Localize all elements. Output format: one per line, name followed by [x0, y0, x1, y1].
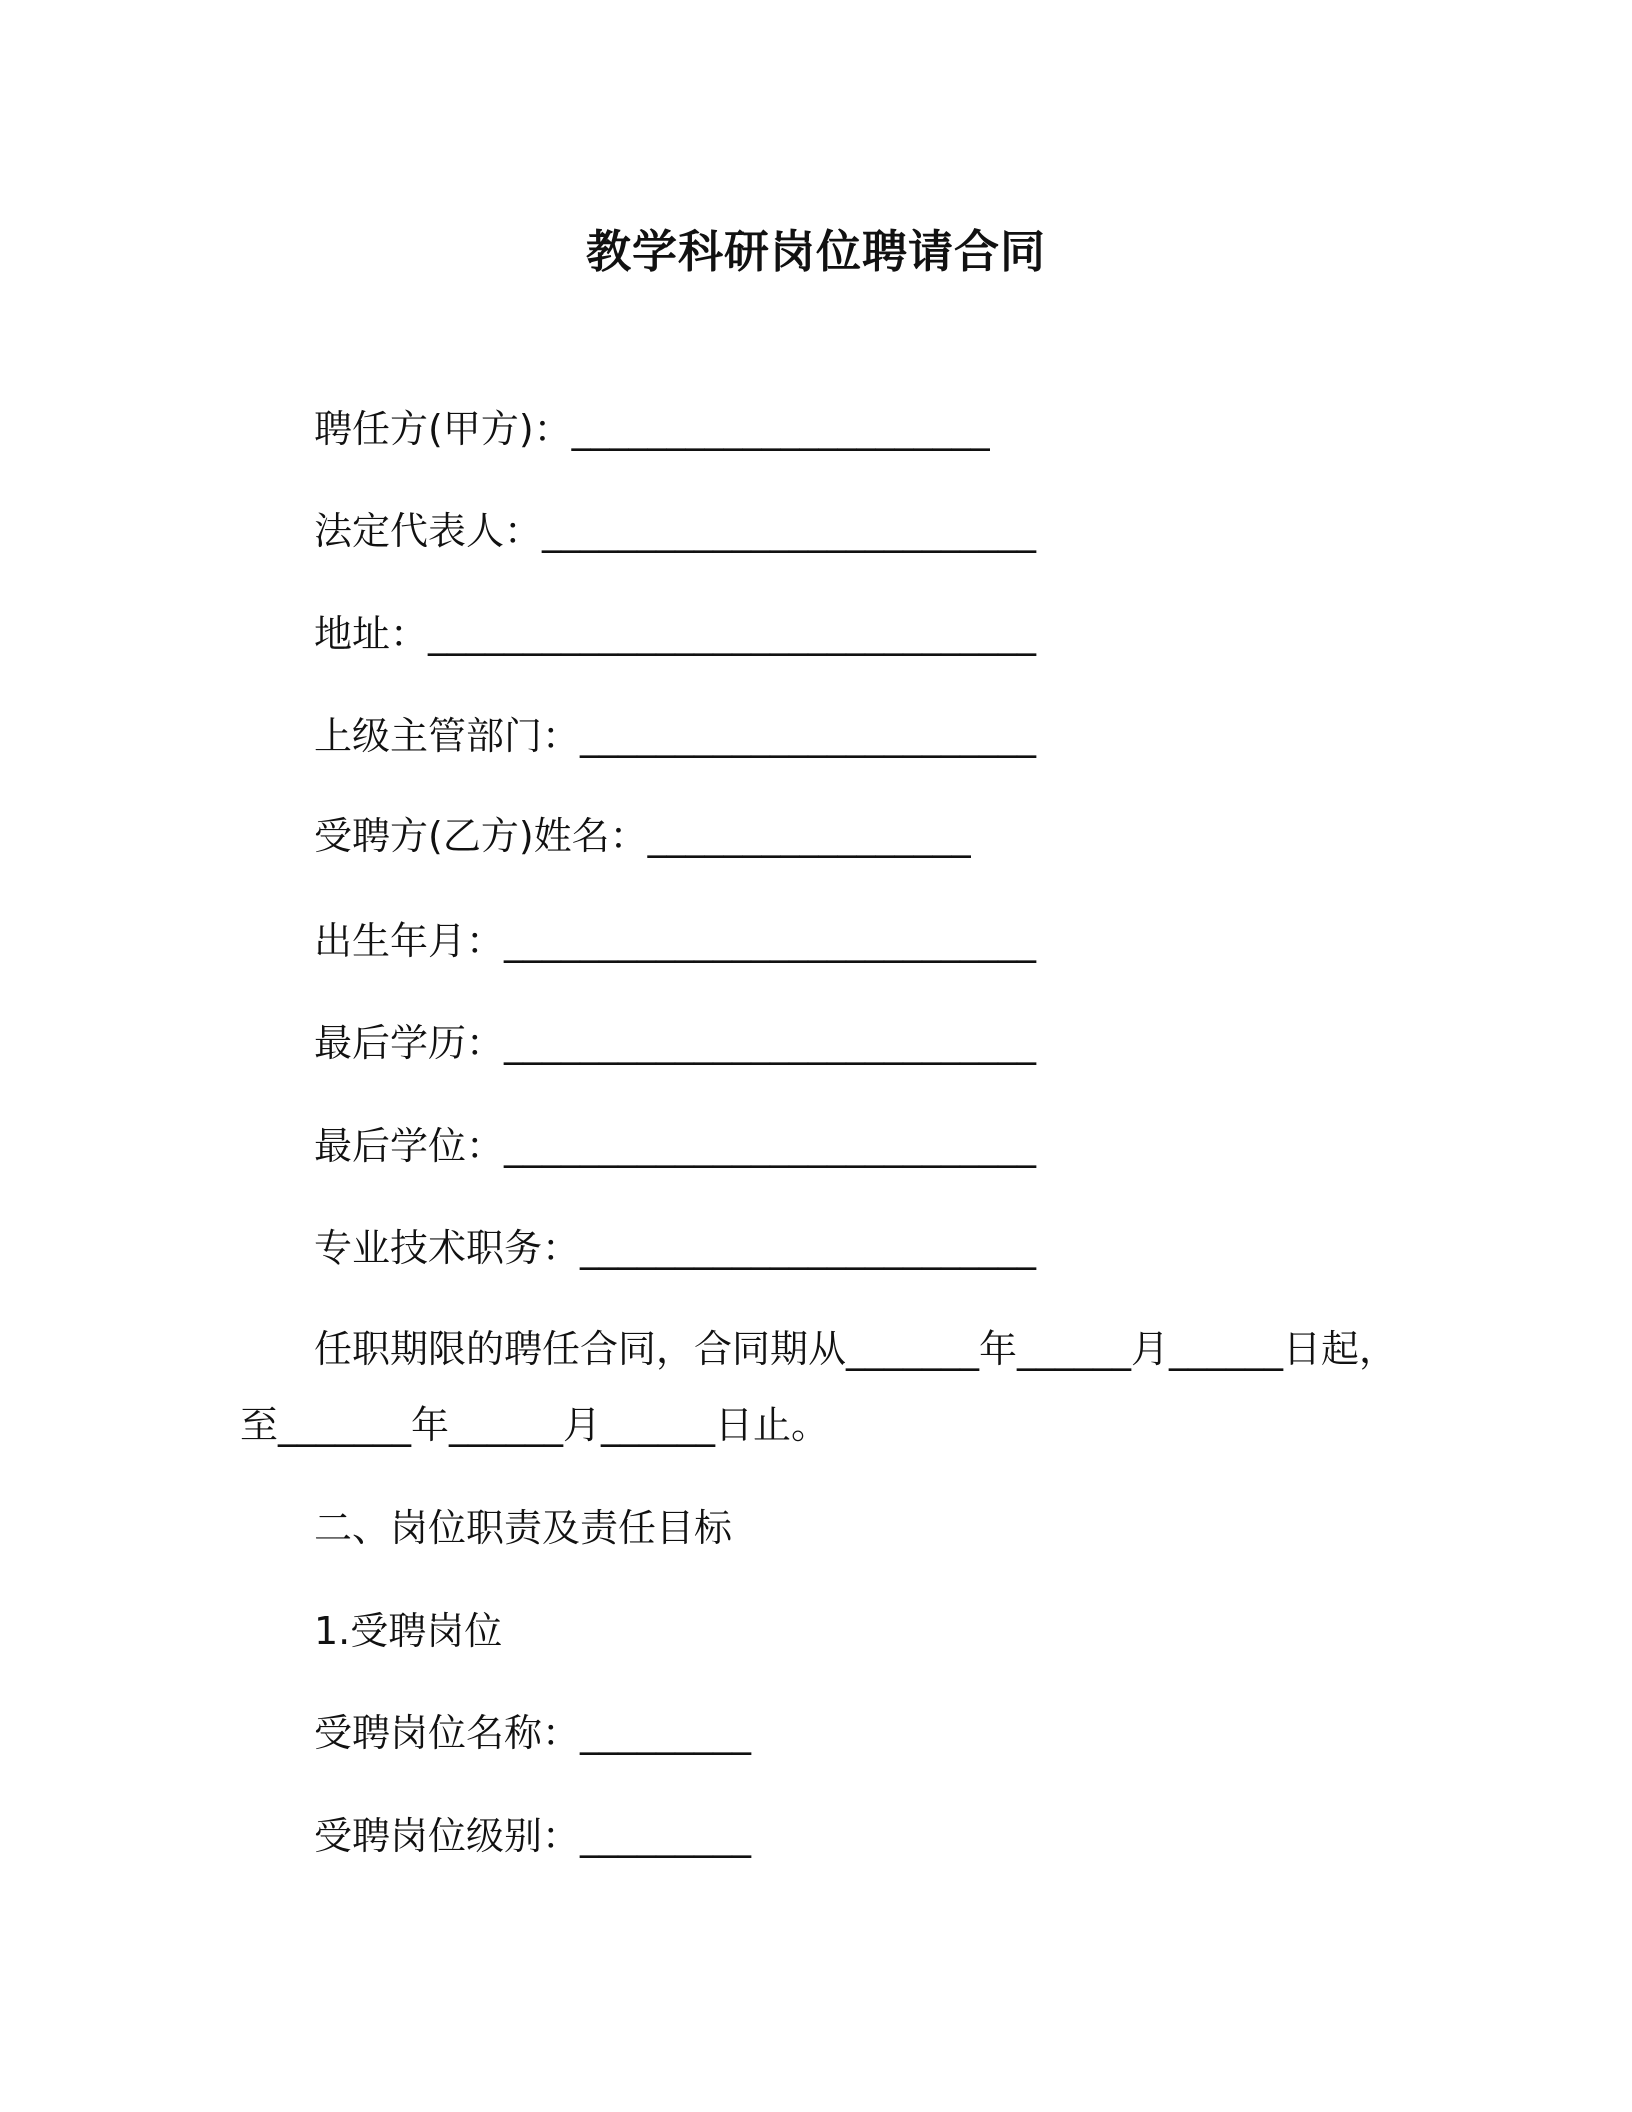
- subsection-post: 1.受聘岗位: [314, 1609, 503, 1653]
- post-name-field: 受聘岗位名称：_________: [314, 1711, 752, 1755]
- term-line-1: 任职期限的聘任合同，合同期从_______年______月______日起，: [314, 1327, 1398, 1371]
- term-line-2: 至_______年______月______日止。: [240, 1403, 830, 1447]
- supervisor-department-field: 上级主管部门：________________________: [314, 714, 1037, 758]
- degree-field: 最后学位：____________________________: [314, 1124, 1037, 1168]
- address-field: 地址：________________________________: [314, 612, 1037, 656]
- employer-field: 聘任方(甲方)：______________________: [314, 407, 990, 451]
- birth-date-field: 出生年月：____________________________: [314, 919, 1037, 963]
- document-title: 教学科研岗位聘请合同: [585, 225, 1046, 278]
- technical-title-field: 专业技术职务：________________________: [314, 1226, 1037, 1270]
- post-level-field: 受聘岗位级别：_________: [314, 1814, 752, 1858]
- education-field: 最后学历：____________________________: [314, 1021, 1037, 1065]
- section-heading-duties: 二、岗位职责及责任目标: [314, 1506, 733, 1550]
- legal-representative-field: 法定代表人：__________________________: [314, 509, 1037, 553]
- employee-name-field: 受聘方(乙方)姓名：_________________: [314, 814, 971, 858]
